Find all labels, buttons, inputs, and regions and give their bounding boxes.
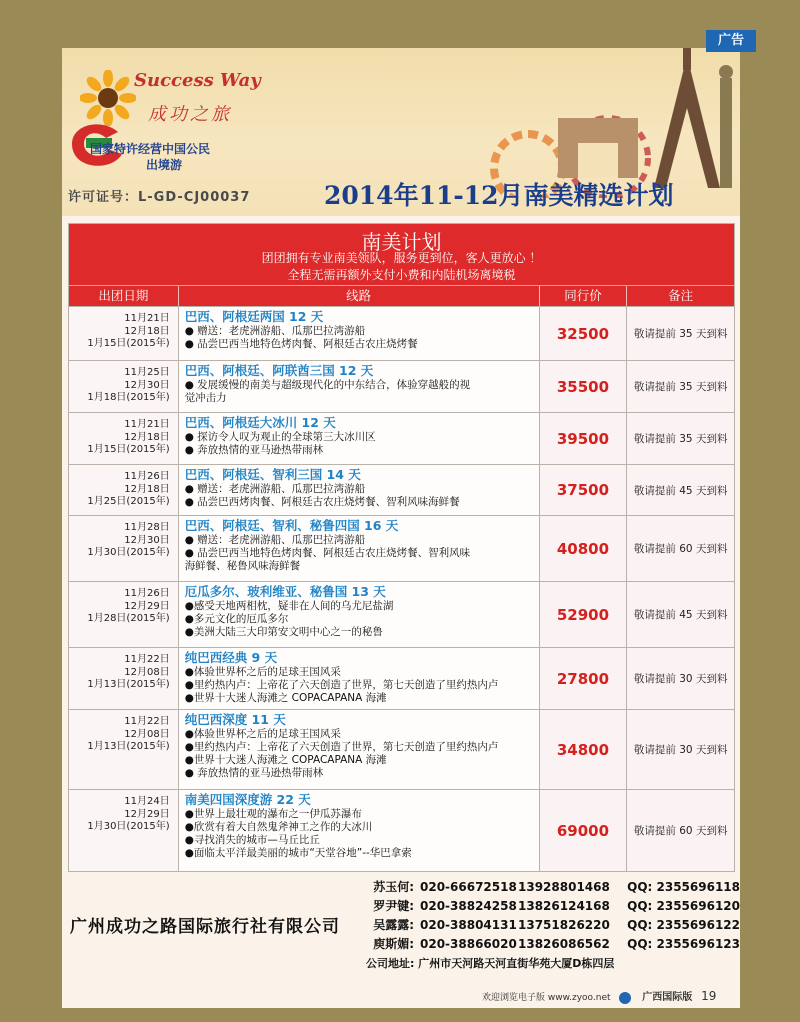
route-title: 厄瓜多尔、玻利维亚、秘鲁国 13 天: [184, 584, 386, 599]
note-cell: 敬请提前 60 天到料: [627, 790, 734, 871]
route-highlight: ● 品尝巴西当地特色烤肉餐、阿根廷古农庄烧烤餐、智利风味: [184, 547, 471, 559]
departure-date: 12月18日: [124, 325, 170, 337]
table-banner: [69, 224, 734, 286]
advertisement-page: [62, 48, 740, 1008]
table-row: [69, 515, 734, 581]
table-header-row: [69, 286, 734, 306]
route-cell: [179, 413, 540, 464]
departure-date: 1月13日(2015年): [87, 741, 170, 752]
route-highlight: ●里约热内卢：上帝花了六天创造了世界，第七天创造了里约热内卢: [184, 679, 499, 691]
price-cell: 34800: [540, 710, 628, 789]
contact-mobile: 13751826220: [518, 918, 610, 932]
departure-date: 1月28日(2015年): [87, 613, 170, 624]
route-title: 纯巴西经典 9 天: [184, 650, 278, 665]
brand-english-name: Success Way: [134, 70, 261, 91]
company-name: 广州成功之路国际旅行社有限公司: [70, 917, 340, 937]
column-header-note: 备注: [668, 288, 694, 303]
price-cell: 69000: [540, 790, 628, 871]
contact-row: [362, 916, 740, 935]
departure-date: 11月26日: [124, 588, 170, 599]
route-highlight: 海鲜餐、秘鲁风味海鲜餐: [184, 560, 301, 572]
column-header-route: 线路: [179, 286, 540, 306]
advertisement-tag: 广告: [706, 30, 756, 52]
contact-phone: 020-38804131: [420, 918, 517, 932]
route-cell: [179, 582, 540, 647]
route-highlight: ●多元文化的厄瓜多尔: [184, 613, 289, 625]
contact-list: [362, 878, 740, 971]
route-highlight: ● 品尝巴西当地特色烤肉餐、阿根廷古农庄烧烤餐: [184, 338, 418, 350]
departure-date: 11月22日: [124, 716, 170, 727]
price-cell: 37500: [540, 465, 628, 515]
departure-dates: [69, 648, 179, 709]
note-cell: 敬请提前 45 天到料: [627, 582, 734, 647]
contact-phone: 020-38866020: [420, 937, 517, 951]
note-cell: 敬请提前 60 天到料: [627, 516, 734, 581]
route-highlight: ● 探访令人叹为观止的全球第三大冰川区: [184, 431, 376, 443]
website-text: 欢迎浏览电子版 www.zyoo.net: [482, 993, 611, 1003]
departure-dates: [69, 516, 179, 581]
departure-date: 11月21日: [124, 419, 170, 430]
departure-date: 11月21日: [124, 313, 170, 324]
departure-dates: [69, 307, 179, 360]
note-cell: 敬请提前 30 天到料: [627, 648, 734, 709]
price-cell: 40800: [540, 516, 628, 581]
departure-date: 1月30日(2015年): [87, 821, 170, 832]
departure-date: 1月13日(2015年): [87, 679, 170, 690]
departure-date: 12月30日: [124, 534, 170, 546]
contact-mobile: 13826124168: [518, 899, 610, 913]
route-title: 巴西、阿根廷、智利三国 14 天: [184, 467, 361, 482]
contact-phone: 020-66672518: [420, 880, 517, 894]
contact-row: [362, 878, 740, 897]
route-highlight: ● 品尝巴西烤肉餐、阿根廷古农庄烧烤餐、智利风味海鲜餐: [184, 496, 460, 508]
route-highlight: 觉冲击力: [184, 392, 227, 404]
departure-date: 12月29日: [124, 600, 170, 612]
contact-qq: QQ: 2355696118: [627, 880, 740, 894]
route-highlight: ●里约热内卢：上帝花了六天创造了世界，第七天创造了里约热内卢: [184, 741, 499, 753]
departure-date: 12月18日: [124, 431, 170, 443]
route-highlight: ● 赠送：老虎洲游船、瓜那巴拉湾游船: [184, 483, 366, 495]
route-cell: [179, 790, 540, 871]
route-cell: [179, 648, 540, 709]
route-highlight: ●体验世界杯之后的足球王国风采: [184, 728, 341, 740]
route-cell: [179, 710, 540, 789]
route-cell: [179, 516, 540, 581]
route-title: 巴西、阿根廷大冰川 12 天: [184, 415, 336, 430]
table-row: [69, 306, 734, 360]
brand-chinese-name: 成功之旅: [148, 104, 232, 125]
table-row: [69, 360, 734, 412]
route-title: 南美四国深度游 22 天: [184, 792, 311, 807]
route-cell: [179, 307, 540, 360]
publication-name: 广西国际版: [642, 992, 693, 1003]
departure-dates: [69, 710, 179, 789]
note-cell: 敬请提前 35 天到料: [627, 361, 734, 412]
certification-text: 国家特许经营中国公民: [90, 142, 211, 156]
route-title: 巴西、阿根廷两国 12 天: [184, 309, 324, 324]
route-title: 纯巴西深度 11 天: [184, 712, 286, 727]
route-highlight: ●世界十大迷人海滩之 COPACAPANA 海滩: [184, 754, 387, 766]
departure-date: 1月15日(2015年): [87, 338, 170, 349]
contact-phone: 020-38824258: [420, 899, 517, 913]
banner-line: 团团拥有专业南美领队，服务更到位，客人更放心 ！: [261, 251, 542, 265]
header-banner: [62, 48, 740, 216]
table-row: [69, 412, 734, 464]
route-highlight: ●世界上最壮观的瀑布之一伊瓜苏瀑布: [184, 808, 362, 820]
departure-date: 1月15日(2015年): [87, 444, 170, 455]
departure-date: 12月08日: [124, 666, 170, 678]
note-cell: 敬请提前 30 天到料: [627, 710, 734, 789]
departure-date: 1月25日(2015年): [87, 496, 170, 507]
departure-date: 11月26日: [124, 471, 170, 482]
note-cell: 敬请提前 45 天到料: [627, 465, 734, 515]
contact-mobile: 13826086562: [518, 937, 610, 951]
table-row: [69, 647, 734, 709]
license-number: 许可证号：L-GD-CJ00037: [68, 190, 251, 205]
departure-date: 12月18日: [124, 483, 170, 495]
route-highlight: ●体验世界杯之后的足球王国风采: [184, 666, 341, 678]
contact-qq: QQ: 2355696122: [627, 918, 740, 932]
page-number: 19: [701, 989, 717, 1003]
route-highlight: ● 发展缓慢的南美与超级现代化的中东结合，体验穿越般的视: [184, 379, 471, 391]
route-highlight: ●欣赏有着大自然鬼斧神工之作的大冰川: [184, 821, 373, 833]
departure-date: 1月18日(2015年): [87, 392, 170, 403]
departure-date: 12月30日: [124, 379, 170, 391]
route-highlight: ● 赠送：老虎洲游船、瓜那巴拉湾游船: [184, 534, 366, 546]
banner-title: 南美计划: [361, 230, 442, 254]
route-highlight: ● 赠送：老虎洲游船、瓜那巴拉湾游船: [184, 325, 366, 337]
departure-dates: [69, 413, 179, 464]
route-highlight: ●寻找消失的城市—马丘比丘: [184, 834, 320, 846]
price-cell: 27800: [540, 648, 628, 709]
publication-logo-icon: [619, 992, 631, 1004]
departure-dates: [69, 361, 179, 412]
company-address: 公司地址: 广州市天河路天河直街华苑大厦D栋四层: [366, 957, 615, 970]
route-title: 巴西、阿根廷、智利、秘鲁四国 16 天: [184, 518, 399, 533]
price-cell: 35500: [540, 361, 628, 412]
route-highlight: ●感受天地两相枕，疑非在人间的乌尤尼盐湖: [184, 600, 394, 612]
departure-dates: [69, 790, 179, 871]
contact-qq: QQ: 2355696120: [627, 899, 740, 913]
route-cell: [179, 361, 540, 412]
table-body: [69, 306, 734, 871]
page-footer: [482, 988, 716, 1004]
route-highlight: ●美洲大陆三大印第安文明中心之一的秘鲁: [184, 626, 383, 638]
contact-mobile: 13928801468: [518, 880, 610, 894]
contact-name: 吴露露:: [373, 918, 414, 932]
route-highlight: ●世界十大迷人海滩之 COPACAPANA 海滩: [184, 692, 387, 704]
departure-date: 12月29日: [124, 808, 170, 820]
column-header-price: 同行价: [540, 286, 628, 306]
contact-row: [362, 935, 740, 954]
note-cell: 敬请提前 35 天到料: [627, 307, 734, 360]
contact-row: [362, 897, 740, 916]
departure-dates: [69, 582, 179, 647]
banner-line: 全程无需再额外支付小费和内陆机场离境税: [287, 268, 516, 282]
table-row: [69, 581, 734, 647]
table-row: [69, 789, 734, 871]
price-cell: 32500: [540, 307, 628, 360]
price-cell: 52900: [540, 582, 628, 647]
route-cell: [179, 465, 540, 515]
contact-name: 罗尹键:: [373, 899, 414, 913]
contact-name: 庾斯媚:: [373, 937, 414, 951]
route-highlight: ● 奔放热情的亚马逊热带雨林: [184, 444, 324, 456]
route-title: 巴西、阿根廷、阿联酋三国 12 天: [184, 363, 374, 378]
route-highlight: ● 奔放热情的亚马逊热带雨林: [184, 767, 324, 779]
departure-date: 11月22日: [124, 654, 170, 665]
note-cell: 敬请提前 35 天到料: [627, 413, 734, 464]
departure-date: 1月30日(2015年): [87, 547, 170, 558]
contact-name: 苏玉何:: [373, 880, 414, 894]
departure-date: 11月28日: [124, 522, 170, 533]
route-highlight: ●面临太平洋最美丽的城市“天堂谷地”--华巴拿索: [184, 847, 412, 859]
price-cell: 39500: [540, 413, 628, 464]
departure-date: 12月08日: [124, 728, 170, 740]
table-row: [69, 709, 734, 789]
departure-date: 11月24日: [124, 796, 170, 807]
page-title: 2014年11-12月南美精选计划: [324, 181, 674, 210]
departure-date: 11月25日: [124, 367, 170, 378]
table-row: [69, 464, 734, 515]
certification-text-line2: 出境游: [146, 158, 183, 172]
tour-schedule-table: [68, 223, 735, 872]
column-header-date: 出团日期: [69, 286, 179, 306]
contact-qq: QQ: 2355696123: [627, 937, 740, 951]
departure-dates: [69, 465, 179, 515]
